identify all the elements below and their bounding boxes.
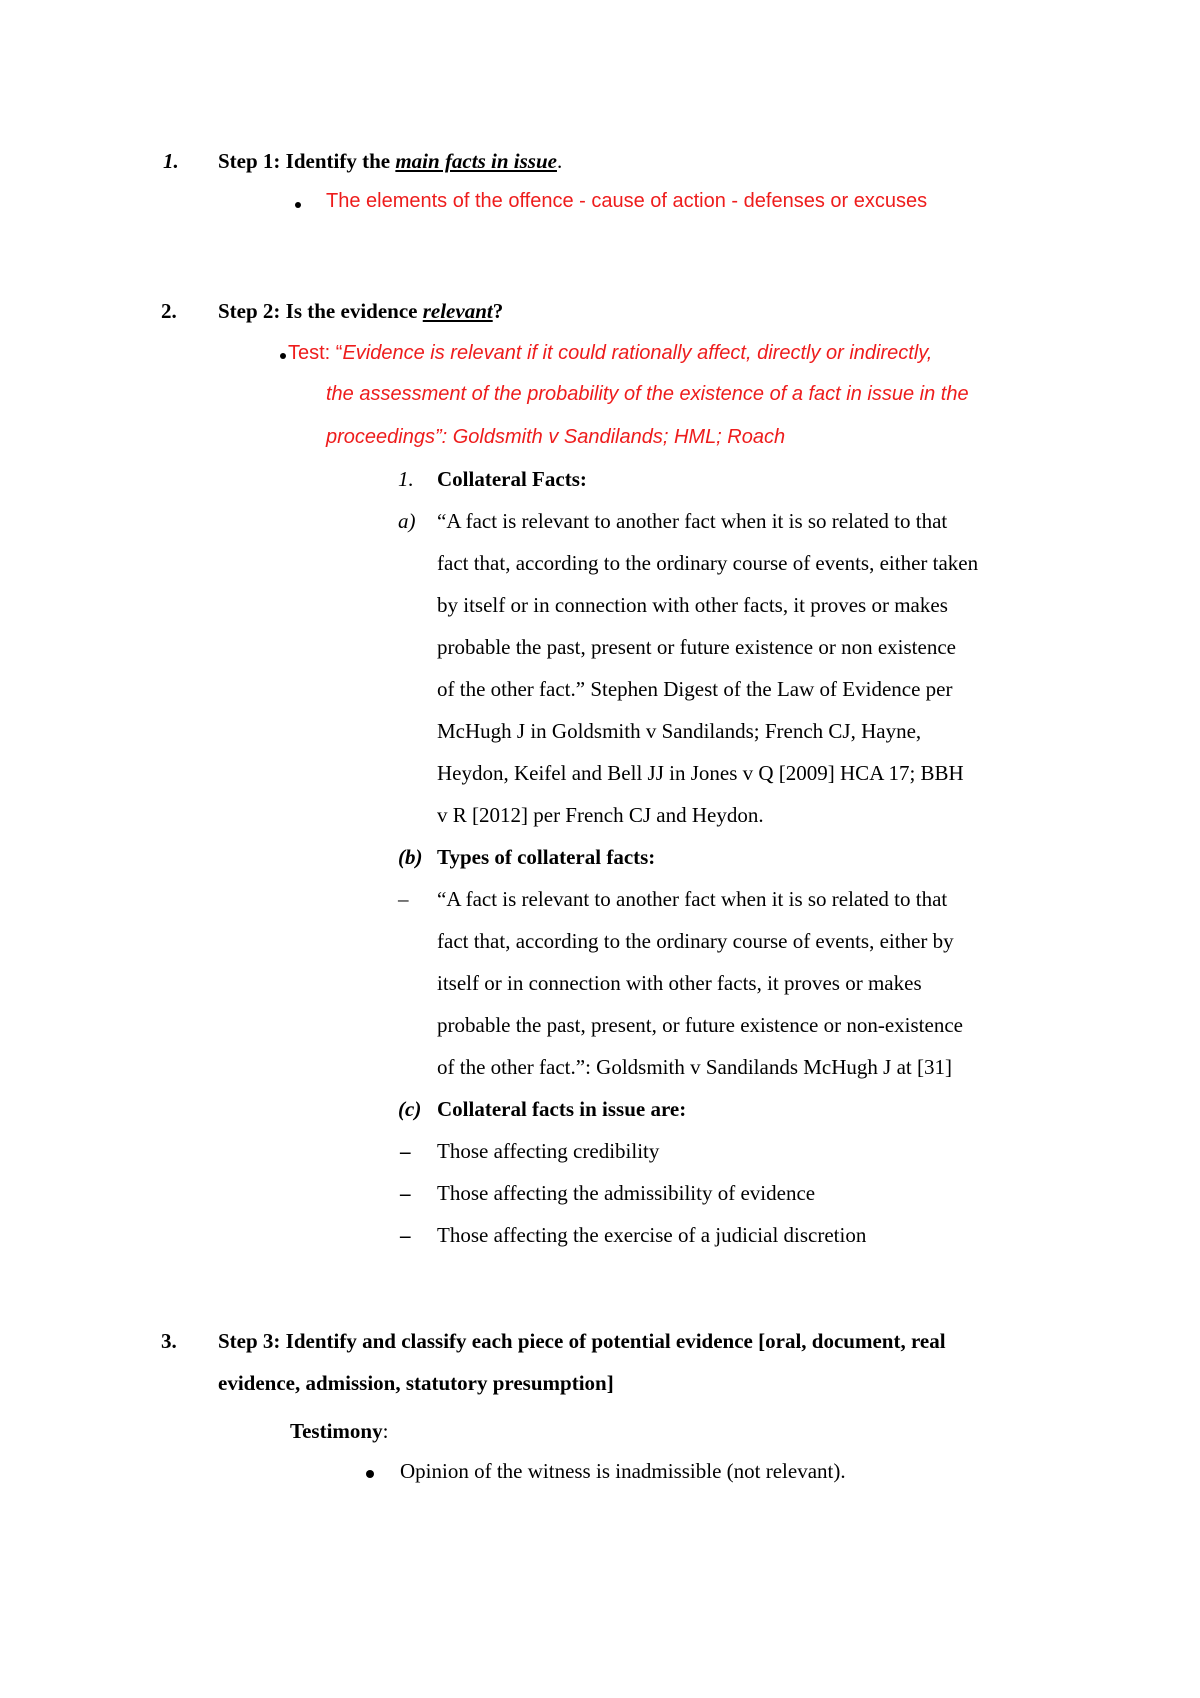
step2-emphasis: relevant <box>422 299 493 323</box>
testimony-label-text: Testimony <box>290 1419 383 1443</box>
sub-c-marker: (c) <box>398 1097 422 1121</box>
sub-b-title: Types of collateral facts: <box>437 845 656 869</box>
step1-suffix: . <box>556 149 563 173</box>
sub-c-dash: – <box>400 1139 411 1163</box>
sub-a-line: McHugh J in Goldsmith v Sandilands; French CJ, Hayne, <box>437 719 922 743</box>
testimony-colon: : <box>382 1419 389 1443</box>
sub-c-item: Those affecting the exercise of a judicial discretion <box>437 1223 867 1247</box>
sub-b-dash: – <box>398 887 409 911</box>
step1-emphasis: main facts in issue <box>395 149 557 173</box>
sub-a-line: of the other fact.” Stephen Digest of the Law of Evidence per <box>437 677 953 701</box>
sub-a-line: “A fact is relevant to another fact when it is so related to that <box>437 509 948 533</box>
step2-number: 2. <box>161 299 177 323</box>
sub-b-line: of the other fact.”: Goldsmith v Sandilands McHugh J at [31] <box>437 1055 952 1079</box>
step2-test-line2: the assessment of the probability of the existence of a fact in issue in the <box>326 383 969 405</box>
step2-test-bullet-icon <box>280 331 286 373</box>
testimony-label <box>290 1410 388 1452</box>
step2-test-line3: proceedings”: Goldsmith v Sandilands; HML; Roach <box>326 426 786 448</box>
sub-b-paragraph <box>437 878 1077 1088</box>
sub-a-marker: a) <box>398 509 416 533</box>
sub-c-dash: – <box>400 1181 411 1205</box>
step3-heading <box>218 1320 1098 1404</box>
step1-heading <box>218 140 562 182</box>
sub-a-line: fact that, according to the ordinary course of events, either taken <box>437 551 979 575</box>
sub-a-line: by itself or in connection with other facts, it proves or makes <box>437 593 948 617</box>
sub-a-line: probable the past, present or future existence or non existence <box>437 635 956 659</box>
step3-line2: evidence, admission, statutory presumption] <box>218 1371 614 1395</box>
sub-c-dash: – <box>400 1223 411 1247</box>
step3-bullet-icon <box>366 1450 374 1492</box>
test-label: Test: “ <box>288 342 343 364</box>
test-text-1: Evidence is relevant if it could rationally affect, directly or indirectly, <box>342 342 933 364</box>
step2-prefix: Step 2: Is the evidence <box>218 299 423 323</box>
step1-bullet-text: The elements of the offence - cause of action - defenses or excuses <box>326 190 928 212</box>
step3-bullet-text: Opinion of the witness is inadmissible (not relevant). <box>400 1459 846 1483</box>
sub-b-line: itself or in connection with other facts, it proves or makes <box>437 971 922 995</box>
sub1-marker: 1. <box>398 467 414 491</box>
sub-a-paragraph <box>437 500 1077 836</box>
sub-b-line: fact that, according to the ordinary course of events, either by <box>437 929 954 953</box>
step1-number: 1. <box>163 149 179 173</box>
step1-prefix: Step 1: Identify the <box>218 149 396 173</box>
step3-line1: Step 3: Identify and classify each piece of potential evidence [oral, document, real <box>218 1329 946 1353</box>
sub-b-line: probable the past, present, or future existence or non-existence <box>437 1013 963 1037</box>
sub-b-line: “A fact is relevant to another fact when it is so related to that <box>437 887 948 911</box>
sub-c-title: Collateral facts in issue are: <box>437 1097 687 1121</box>
sub1-title: Collateral Facts: <box>437 467 587 491</box>
step3-number: 3. <box>161 1329 177 1353</box>
sub-c-item: Those affecting the admissibility of evidence <box>437 1181 816 1205</box>
sub-b-marker: (b) <box>398 845 423 869</box>
sub-a-line: Heydon, Keifel and Bell JJ in Jones v Q [2009] HCA 17; BBH <box>437 761 964 785</box>
step2-suffix: ? <box>492 299 504 323</box>
step1-bullet-icon <box>295 180 301 222</box>
sub-a-line: v R [2012] per French CJ and Heydon. <box>437 803 764 827</box>
step2-test-line1 <box>288 331 932 374</box>
sub-c-item: Those affecting credibility <box>437 1139 660 1163</box>
step2-heading <box>218 290 503 332</box>
